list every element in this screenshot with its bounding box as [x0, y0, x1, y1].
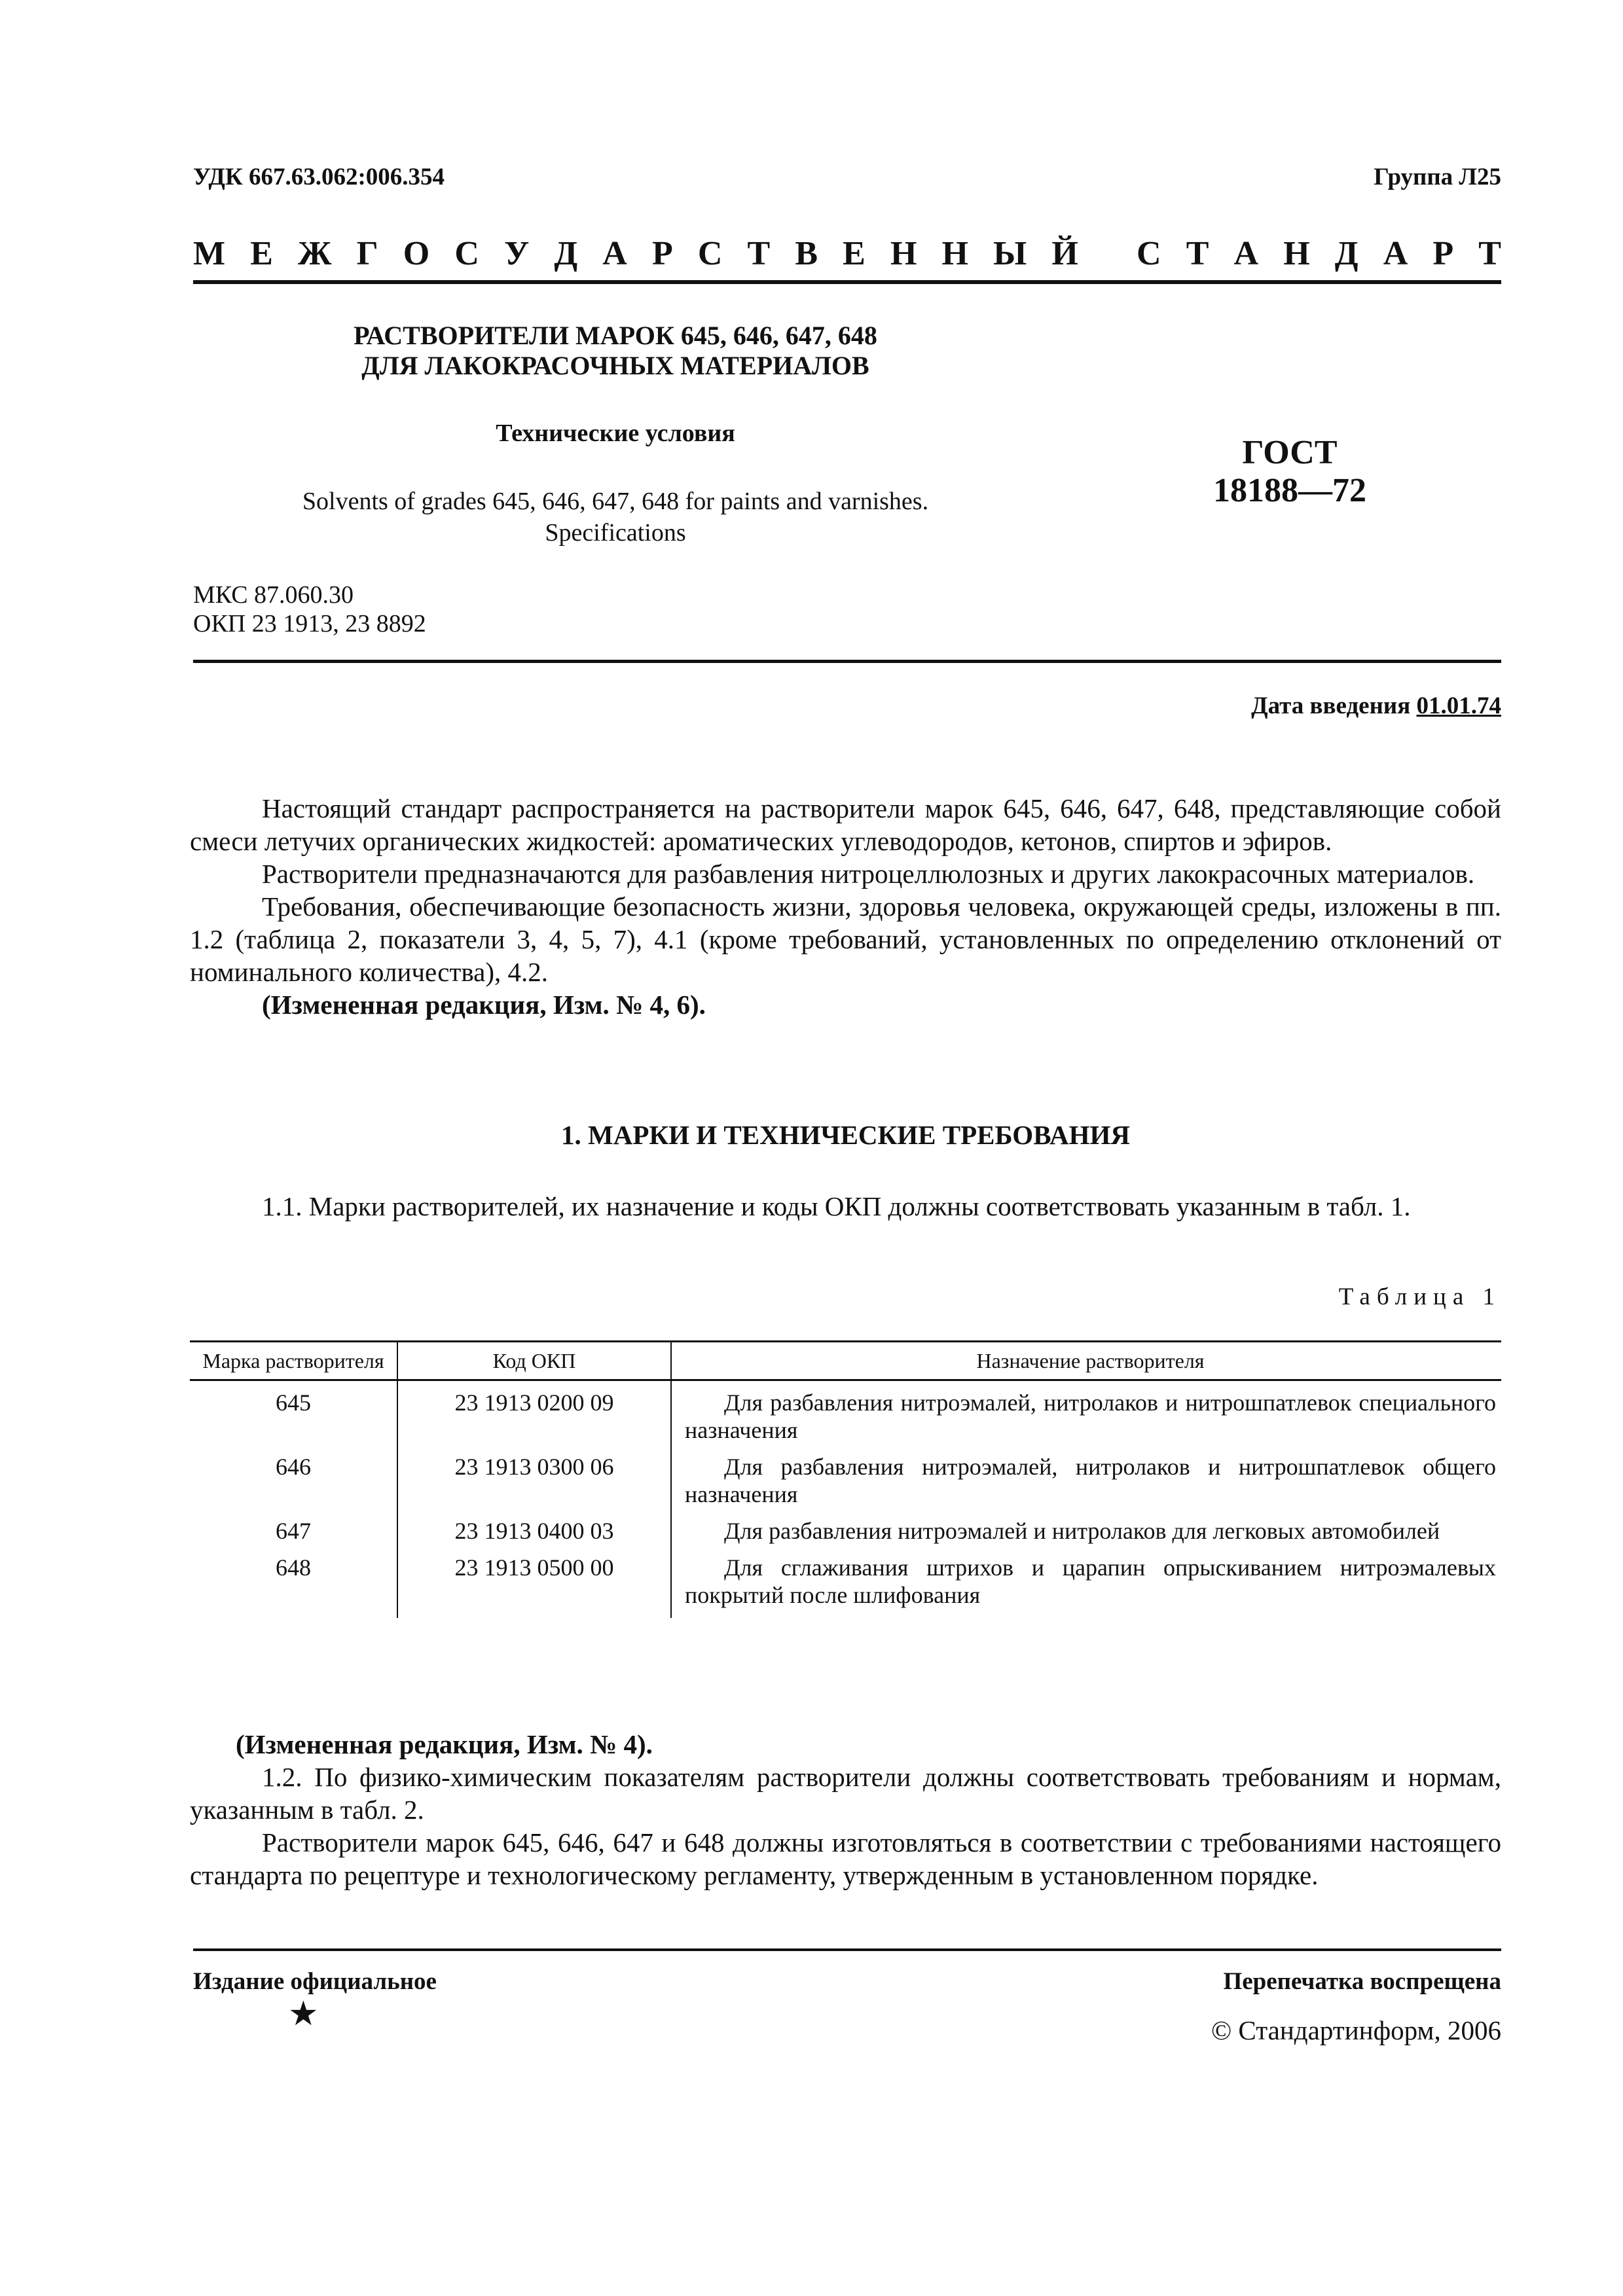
purpose-cell	[671, 1453, 1501, 1517]
banner-letter: Р	[1432, 235, 1454, 272]
table-amendment-note: (Измененная редакция, Изм. № 4).	[236, 1729, 653, 1759]
banner-letter: С	[1137, 235, 1161, 272]
banner-letter: М	[193, 235, 226, 272]
gost-label: ГОСТ	[1242, 434, 1338, 471]
table-row	[190, 1453, 1501, 1517]
banner-letter: А	[1233, 235, 1259, 272]
classification-codes	[193, 581, 426, 638]
banner-rule	[193, 280, 1501, 284]
intro-amendment-note: (Измененная редакция, Изм. № 4, 6).	[262, 990, 706, 1020]
banner-letter: О	[403, 235, 430, 272]
manufacturing-requirement-text: Растворители марок 645, 646, 647 и 648 должны изготовляться в соответствии с требованиями настоящего стандарта по рецептуре и технологическому регламенту, утвержденным в установленном порядке.	[190, 1827, 1501, 1890]
introduction-date-label: Дата введения	[1251, 692, 1411, 719]
banner-letter: Н	[890, 235, 917, 272]
okp-code-cell: 23 1913 0200 09	[397, 1380, 671, 1454]
introduction-date-value: 01.01.74	[1416, 692, 1501, 719]
grade-cell: 646	[190, 1453, 397, 1517]
clause-1-2-block	[190, 1728, 1501, 1892]
banner-letter: Е	[843, 235, 866, 272]
banner-letter: С	[454, 235, 479, 272]
codes-rule	[193, 660, 1501, 663]
purpose-cell	[671, 1517, 1501, 1554]
introduction-text	[190, 792, 1501, 1021]
banner-letter: У	[504, 235, 530, 272]
header-purpose: Назначение растворителя	[671, 1342, 1501, 1380]
banner-letter: Е	[250, 235, 273, 272]
intro-paragraph-3: Требования, обеспечивающие безопасность жизни, здоровья человека, окружающей среды, изложены в пп. 1.2 (таблица 2, показатели 3, 4, 5, 7), 4.1 (кроме требований, установленных по определению отклонений от номинального количества), 4.2.	[190, 891, 1501, 987]
banner-letter: Й	[1051, 235, 1078, 272]
banner-letter: Т	[747, 235, 771, 272]
okp-code-cell: 23 1913 0400 03	[397, 1517, 671, 1554]
banner-letter: Т	[1186, 235, 1209, 272]
purpose-text: Для разбавления нитроэмалей и нитролаков для легковых автомобилей	[724, 1518, 1440, 1544]
group-code: Группа Л25	[1374, 164, 1501, 190]
section-1-heading: 1. МАРКИ И ТЕХНИЧЕСКИЕ ТРЕБОВАНИЯ	[561, 1120, 1130, 1150]
table-1-caption: Таблица 1	[1338, 1283, 1501, 1310]
introduction-date	[1251, 692, 1501, 720]
udk-code: УДК 667.63.062:006.354	[193, 164, 445, 190]
grade-cell: 647	[190, 1517, 397, 1554]
purpose-cell	[671, 1554, 1501, 1618]
official-edition: Издание официальное	[193, 1968, 437, 1995]
subtitle-technical-conditions: Технические условия	[496, 420, 735, 447]
banner-letter: Г	[356, 235, 378, 272]
english-title	[262, 486, 969, 548]
table-header-row	[190, 1342, 1501, 1380]
clause-1-2-text: 1.2. По физико-химическим показателям растворители должны соответствовать требованиям и нормам, указанным в табл. 2.	[190, 1762, 1501, 1825]
banner-letter: С	[697, 235, 723, 272]
copyright-notice: © Стандартинформ, 2006	[1211, 2015, 1501, 2045]
grade-cell: 648	[190, 1554, 397, 1618]
table-row	[190, 1554, 1501, 1618]
purpose-text: Для разбавления нитроэмалей, нитролаков и нитрошпатлевок специального назначения	[685, 1390, 1496, 1443]
banner-letter	[1103, 237, 1112, 271]
clause-1-1	[190, 1190, 1501, 1223]
banner-letter: Н	[1283, 235, 1310, 272]
english-title-line-2: Specifications	[545, 519, 686, 547]
star-icon: ★	[288, 1996, 319, 2033]
solvent-grades-table	[190, 1340, 1501, 1618]
okp-code-cell: 23 1913 0300 06	[397, 1453, 671, 1517]
banner-letter: А	[1383, 235, 1408, 272]
table-row	[190, 1380, 1501, 1454]
banner-letter: Д	[1334, 235, 1359, 272]
gost-number: 18188—72	[1213, 472, 1366, 509]
header-grade: Марка растворителя	[190, 1342, 397, 1380]
reprint-prohibited: Перепечатка воспрещена	[1223, 1968, 1501, 1995]
banner-letter: Т	[1478, 235, 1501, 272]
intro-paragraph-1: Настоящий стандарт распространяется на растворители марок 645, 646, 647, 648, представляющие собой смеси летучих органических жидкостей: ароматических углеводородов, кетонов, спиртов и эфиров.	[190, 793, 1501, 856]
header-okp-code: Код ОКП	[397, 1342, 671, 1380]
purpose-cell	[671, 1380, 1501, 1454]
okp-code: ОКП 23 1913, 23 8892	[193, 610, 426, 637]
banner-letter: Н	[941, 235, 968, 272]
intro-paragraph-2: Растворители предназначаются для разбавления нитроцеллюлозных и других лакокрасочных материалов.	[262, 859, 1475, 889]
okp-code-cell: 23 1913 0500 00	[397, 1554, 671, 1618]
banner-letter: Р	[651, 235, 673, 272]
interstate-standard-banner	[193, 237, 1501, 271]
banner-letter: Ы	[993, 235, 1027, 272]
footer-rule	[193, 1948, 1501, 1951]
clause-1-1-text: 1.1. Марки растворителей, их назначение и коды ОКП должны соответствовать указанным в табл. 1.	[262, 1191, 1411, 1221]
document-title	[288, 321, 943, 381]
title-line-1: РАСТВОРИТЕЛИ МАРОК 645, 646, 647, 648	[354, 321, 877, 350]
banner-letter: В	[795, 235, 818, 272]
banner-letter: Д	[554, 235, 578, 272]
english-title-line-1: Solvents of grades 645, 646, 647, 648 for paints and varnishes.	[302, 488, 929, 515]
purpose-text: Для разбавления нитроэмалей, нитролаков и нитрошпатлевок общего назначения	[685, 1454, 1496, 1507]
purpose-text: Для сглаживания штрихов и царапин опрыскиванием нитроэмалевых покрытий после шлифования	[685, 1554, 1496, 1608]
gost-designation	[1172, 434, 1408, 510]
banner-letter: А	[602, 235, 627, 272]
grade-cell: 645	[190, 1380, 397, 1454]
banner-letter: Ж	[298, 235, 332, 272]
mks-code: МКС 87.060.30	[193, 581, 354, 609]
table-row	[190, 1517, 1501, 1554]
title-line-2: ДЛЯ ЛАКОКРАСОЧНЫХ МАТЕРИАЛОВ	[361, 351, 869, 380]
